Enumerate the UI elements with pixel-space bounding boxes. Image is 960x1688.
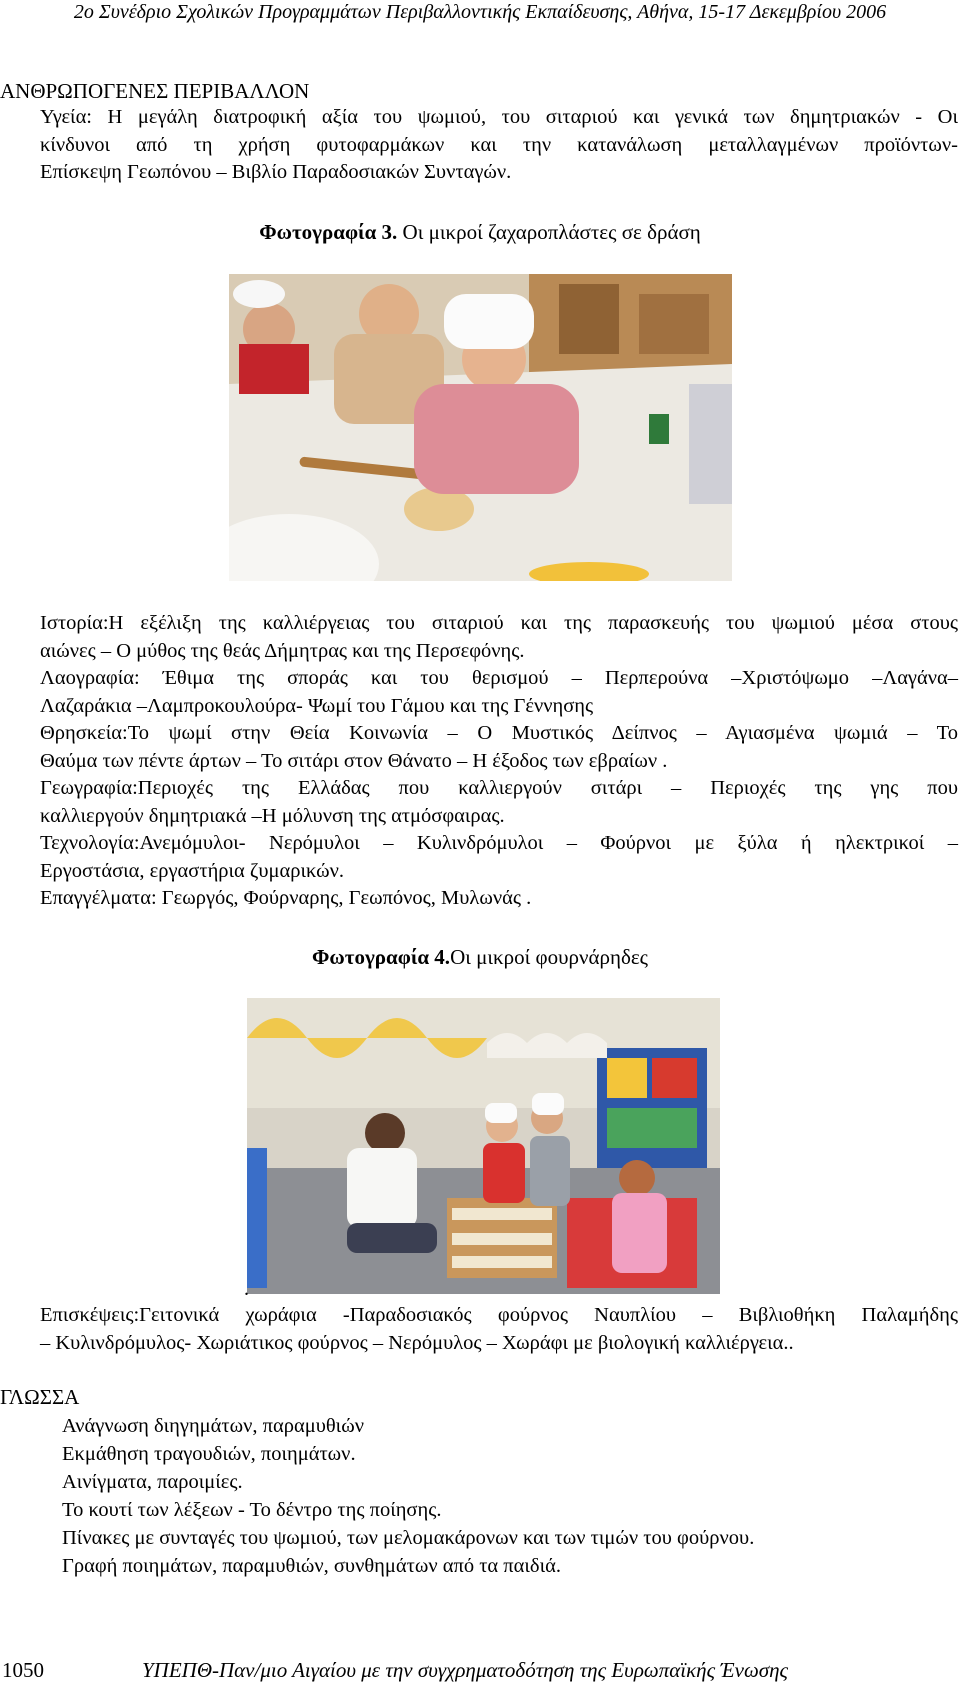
- subject-line-folklore: Λαογραφία: Έθιμα της σποράς και του θερισμού – Περπερούνα –Χριστόψωμο –Λαγάνα–: [40, 667, 958, 689]
- list-item: Γραφή ποιημάτων, παραμυθιών, συνθημάτων από τα παιδιά.: [62, 1555, 561, 1577]
- subject-line-history: αιώνες – Ο μύθος της θεάς Δήμητρας και της Περσεφόνης.: [40, 639, 525, 662]
- photo3-caption-text: Οι μικροί ζαχαροπλάστες σε δράση: [397, 220, 701, 244]
- subject-line-folklore: Λαζαράκια –Λαμπροκουλούρα- Ψωμί του Γάμου και της Γέννησης: [40, 694, 594, 717]
- photo3-caption: [0, 219, 960, 245]
- subject-line-religion: Θρησκεία:Το ψωμί στην Θεία Κοινωνία – Ο Μυστικός Δείπνος – Αγιασμένα ψωμιά – Το: [40, 722, 958, 744]
- photo-young-pastry-chefs: [229, 274, 732, 581]
- subject-line-religion: Θαύμα των πέντε άρτων – Το σιτάρι στον Θάνατο – Η έξοδος των εβραίων .: [40, 749, 668, 772]
- photo4-label: Φωτογραφία 4.: [312, 945, 451, 969]
- photo3-label: Φωτογραφία 3.: [259, 220, 398, 244]
- section-title-language: ΓΛΩΣΣΑ: [0, 1385, 80, 1409]
- list-item: Ανάγνωση διηγημάτων, παραμυθιών: [62, 1415, 364, 1437]
- visits-paragraph: [40, 1302, 958, 1357]
- subject-line-geography: Γεωγραφία:Περιοχές της Ελλάδας που καλλιεργούν σιτάρι – Περιοχές της γης που: [40, 777, 958, 799]
- language-activities-list: [62, 1412, 754, 1580]
- health-line: κίνδυνοι από τη χρήση φυτοφαρμάκων και την κατανάλωση μεταλλαγμένων προϊόντων-: [40, 133, 958, 156]
- photo4-caption-text: Οι μικροί φουρνάρηδες: [450, 945, 648, 969]
- subject-line-geography: καλλιεργούν δημητριακά –Η μόλυνση της ατμόσφαιρας.: [40, 804, 505, 827]
- subjects-paragraph: [40, 610, 958, 913]
- stray-dot: .: [244, 1278, 249, 1300]
- footer-funding-note: ΥΠΕΠΘ-Παν/μιο Αιγαίου με την συγχρηματοδότηση της Ευρωπαϊκής Ένωσης: [142, 1658, 789, 1682]
- health-paragraph: [40, 104, 958, 187]
- photo4-caption: [0, 944, 960, 970]
- subject-line-history: Ιστορία:Η εξέλιξη της καλλιέργειας του σιταριού και της παρασκευής του ψωμιού μέσα στους: [40, 612, 958, 634]
- visits-line: Επισκέψεις:Γειτονικά χωράφια -Παραδοσιακός φούρνος Ναυπλίου – Βιβλιοθήκη Παλαμήδης: [40, 1304, 958, 1326]
- health-line: Επίσκεψη Γεωπόνου – Βιβλίο Παραδοσιακών Συνταγών.: [40, 161, 512, 183]
- list-item: Αινίγματα, παροιμίες.: [62, 1471, 243, 1493]
- list-item: Πίνακες με συνταγές του ψωμιού, των μελομακάρονων και των τιμών του φούρνου.: [62, 1527, 755, 1549]
- list-item: Το κουτί των λέξεων - Το δέντρο της ποίησης.: [62, 1499, 442, 1521]
- subject-line-technology: Τεχνολογία:Ανεμόμυλοι- Νερόμυλοι – Κυλινδρόμυλοι – Φούρνοι με ξύλα ή ηλεκτρικοί –: [40, 832, 958, 854]
- health-line: Υγεία: Η μεγάλη διατροφική αξία του ψωμιού, του σιταριού και γενικά των δημητριακών - Οι: [40, 106, 958, 128]
- subject-line-professions: Επαγγέλματα: Γεωργός, Φούρναρης, Γεωπόνος, Μυλωνάς .: [40, 887, 532, 909]
- list-item: Εκμάθηση τραγουδιών, ποιημάτων.: [62, 1443, 356, 1465]
- section-title-anthropogenic: ΑΝΘΡΩΠΟΓΕΝΕΣ ΠΕΡΙΒΑΛΛΟΝ: [0, 79, 310, 103]
- visits-line: – Κυλινδρόμυλος- Χωριάτικος φούρνος – Νερόμυλος – Χωράφι με βιολογική καλλιέργεια..: [40, 1331, 794, 1354]
- page-number: 1050: [2, 1658, 44, 1682]
- photo-young-bakers: [247, 998, 720, 1294]
- running-header: 2o Συνέδριο Σχολικών Προγραμμάτων Περιβαλλοντικής Εκπαίδευσης, Αθήνα, 15-17 Δεκεμβρίου 2006: [73, 1, 887, 23]
- subject-line-technology: Εργοστάσια, εργαστήρια ζυμαρικών.: [40, 859, 345, 882]
